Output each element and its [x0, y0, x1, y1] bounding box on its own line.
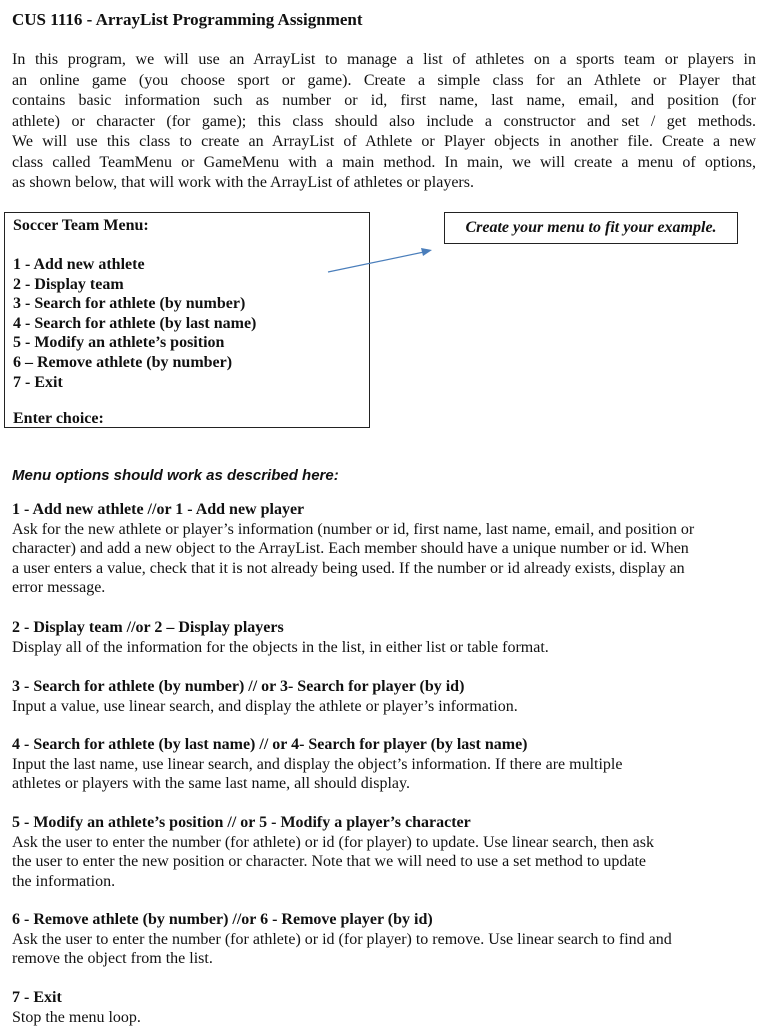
option-section-1	[12, 500, 756, 598]
menu-item: 1 - Add new athlete	[13, 255, 256, 275]
option-line: the user to enter the new position or character. Note that we will need to use a set method to update	[12, 852, 756, 872]
option-title: 2 - Display team //or 2 – Display players	[12, 618, 756, 638]
option-line: Stop the menu loop.	[12, 1008, 756, 1027]
option-line: Ask the user to enter the number (for athlete) or id (for player) to remove. Use linear search to find and	[12, 930, 756, 950]
option-line: Ask for the new athlete or player’s information (number or id, first name, last name, email, and position or	[12, 520, 756, 540]
menu-item: 7 - Exit	[13, 373, 256, 393]
option-title: 1 - Add new athlete //or 1 - Add new player	[12, 500, 756, 520]
options-heading: Menu options should work as described here:	[12, 466, 339, 486]
assignment-title: CUS 1116 - ArrayList Programming Assignment	[12, 9, 363, 31]
intro-line: In this program, we will use an ArrayList to manage a list of athletes on a sports team or players in	[12, 50, 756, 71]
intro-line: class called TeamMenu or GameMenu with a main method. In main, we will create a menu of options,	[12, 153, 756, 174]
sample-menu-box	[4, 212, 370, 428]
option-title: 6 - Remove athlete (by number) //or 6 - Remove player (by id)	[12, 910, 756, 930]
option-section-2	[12, 618, 756, 657]
option-line: remove the object from the list.	[12, 949, 756, 969]
option-section-6	[12, 910, 756, 969]
menu-item: 2 - Display team	[13, 275, 256, 295]
intro-line: contains basic information such as number or id, first name, last name, email, and position (for	[12, 91, 756, 112]
menu-prompt: Enter choice:	[13, 409, 104, 429]
option-section-7	[12, 988, 756, 1027]
option-title: 5 - Modify an athlete’s position // or 5 - Modify a player’s character	[12, 813, 756, 833]
intro-line: as shown below, that will work with the ArrayList of athletes or players.	[12, 173, 756, 194]
option-line: Input the last name, use linear search, and display the object’s information. If there are multiple	[12, 755, 756, 775]
menu-title: Soccer Team Menu:	[13, 216, 149, 236]
option-line: a user enters a value, check that it is not already being used. If the number or id already exists, display an	[12, 559, 756, 579]
option-line: Input a value, use linear search, and display the athlete or player’s information.	[12, 697, 756, 717]
option-title: 7 - Exit	[12, 988, 756, 1008]
menu-item: 3 - Search for athlete (by number)	[13, 294, 256, 314]
menu-item: 4 - Search for athlete (by last name)	[13, 314, 256, 334]
menu-item-list	[13, 255, 256, 392]
option-line: athletes or players with the same last name, all should display.	[12, 774, 756, 794]
option-line: Display all of the information for the objects in the list, in either list or table format.	[12, 638, 756, 658]
option-section-3	[12, 677, 756, 716]
intro-line: an online game (you choose sport or game). Create a simple class for an Athlete or Player that	[12, 71, 756, 92]
intro-line: We will use this class to create an ArrayList of Athlete or Player objects in another file. Create a new	[12, 132, 756, 153]
option-section-4	[12, 735, 756, 794]
menu-item: 5 - Modify an athlete’s position	[13, 333, 256, 353]
menu-item: 6 – Remove athlete (by number)	[13, 353, 256, 373]
option-line: Ask the user to enter the number (for athlete) or id (for player) to update. Use linear search, then ask	[12, 833, 756, 853]
callout-box: Create your menu to fit your example.	[444, 212, 738, 244]
option-title: 3 - Search for athlete (by number) // or 3- Search for player (by id)	[12, 677, 756, 697]
option-section-5	[12, 813, 756, 891]
option-line: the information.	[12, 872, 756, 892]
option-title: 4 - Search for athlete (by last name) // or 4- Search for player (by last name)	[12, 735, 756, 755]
intro-line: athlete) or character (for game); this class should also include a constructor and set / get methods.	[12, 112, 756, 133]
callout-arrow-icon	[320, 240, 440, 280]
option-line: error message.	[12, 578, 756, 598]
option-line: character) and add a new object to the ArrayList. Each member should have a unique number or id. When	[12, 539, 756, 559]
intro-paragraph	[12, 50, 756, 194]
